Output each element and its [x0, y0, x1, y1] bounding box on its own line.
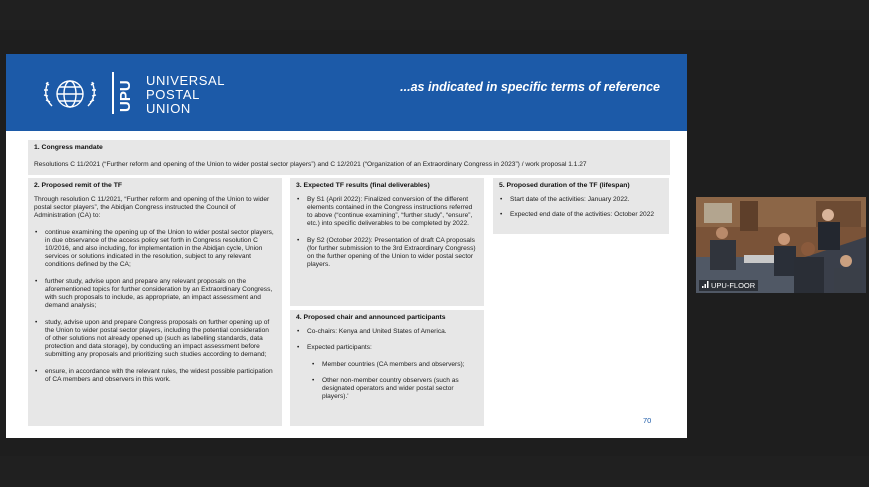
slide-title: ...as indicated in specific terms of reference: [400, 80, 660, 94]
results-item: • By S1 (April 2022): Finalized conversion of the different elements contained in the Congress instructions referred to above (“continue examining”, “further study”, “ensure”, etc.) into specific deliverables to be completed by 2022.: [296, 196, 478, 228]
slide-header: [6, 54, 687, 131]
duration-item: • Start date of the activities: January 2022.: [499, 196, 663, 204]
congress-mandate-box: [28, 140, 670, 175]
org-name: [146, 74, 225, 116]
bottom-bar: [0, 456, 869, 487]
chair-list: [296, 328, 478, 401]
top-bar: [0, 0, 869, 30]
chair-participants-box: [290, 310, 484, 426]
upu-globe-logo-icon: [38, 74, 102, 114]
remit-item: • study, advise upon and prepare Congress proposals on further opening up of the Union to wider postal sector players, including the potential consideration of other solutions not already opened up (such as labelling standards, data protection and data storage), by conducting an impact assessment before submitting any proposals and prioritizing such studies according to demand;: [34, 319, 276, 359]
duration-item: • Expected end date of the activities: October 2022: [499, 211, 663, 219]
org-name-line1: UNIVERSAL: [146, 73, 226, 88]
video-feed-label: [699, 280, 758, 291]
page-number: 70: [643, 416, 652, 425]
signal-bars-icon: [702, 281, 709, 290]
upu-mark-text: UPU: [117, 80, 134, 112]
mandate-text: Resolutions C 11/2021 (“Further reform and opening of the Union to wider postal sector players”) and C 12/2021 (“Organization of an Extraordinary Congress in 2023”) / work proposal 1.1.27: [34, 161, 587, 168]
chair-item-text: Expected participants:: [307, 344, 372, 351]
remit-item: • continue examining the opening up of the Union to wider postal sector players, in due observance of the access policy set forth in Congress resolution C 10/2016, and also including, for implementation in the Abidjan cycle, Union services or solutions indicated in the resolution, subject to any relevant conditions defined by the CA;: [34, 229, 276, 269]
remit-list: [34, 229, 276, 384]
remit-title: 2. Proposed remit of the TF: [34, 182, 122, 189]
chair-item: • Co-chairs: Kenya and United States of America.: [296, 328, 478, 336]
duration-list: [499, 196, 663, 219]
video-feed-image: [696, 197, 866, 293]
participants-sublist: [296, 361, 478, 401]
chair-item: [296, 344, 478, 401]
participants-subitem: • Member countries (CA members and observers);: [296, 361, 478, 369]
org-name-line2: POSTAL: [146, 87, 200, 102]
results-list: [296, 196, 478, 269]
upu-vertical-mark-icon: [112, 72, 138, 114]
video-feed-tile[interactable]: [696, 197, 866, 293]
video-feed-label-text: UPU-FLOOR: [711, 281, 756, 290]
remit-item: • ensure, in accordance with the relevant rules, the widest possible participation of CA members and observers in this work.: [34, 368, 276, 384]
duration-box: [493, 178, 669, 234]
results-item: • By S2 (October 2022): Presentation of draft CA proposals (for further submission to the 3rd Extraordinary Congress) on the further opening of the Union to wider postal sector players.: [296, 237, 478, 269]
remit-intro: Through resolution C 11/2021, “Further reform and opening of the Union to wider postal sector players”, the Abidjan Congress instructed the Council of Administration (CA) to:: [34, 196, 270, 219]
proposed-remit-box: [28, 178, 282, 426]
org-name-line3: UNION: [146, 101, 191, 116]
mandate-title: 1. Congress mandate: [34, 144, 103, 151]
expected-results-box: [290, 178, 484, 306]
results-title: 3. Expected TF results (final deliverables): [296, 182, 430, 189]
remit-item: • further study, advise upon and prepare any relevant proposals on the aforementioned topics for further consideration by an Extraordinary Congress, with such proposals to include, as appropriate, an impact assessment and demand analysis;: [34, 278, 276, 310]
duration-title: 5. Proposed duration of the TF (lifespan): [499, 182, 630, 189]
presentation-slide: [6, 54, 687, 438]
chair-title: 4. Proposed chair and announced participants: [296, 314, 446, 321]
participants-subitem: • Other non-member country observers (such as designated operators and wider postal sector players).': [296, 377, 478, 401]
